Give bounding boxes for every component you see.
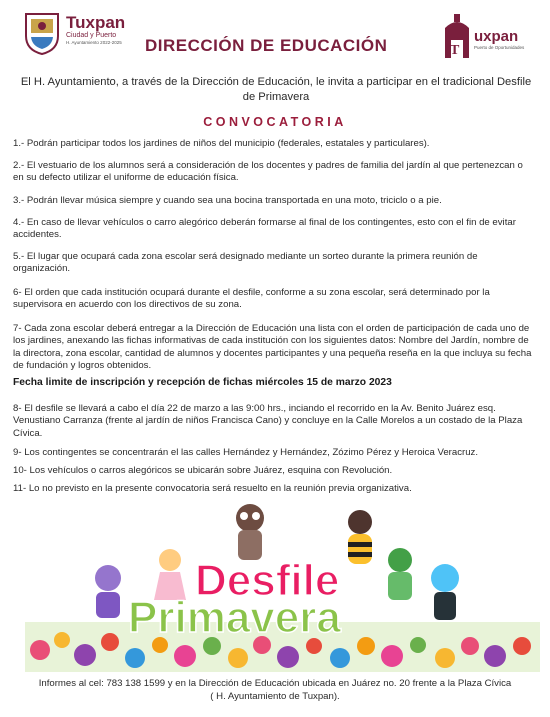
- svg-text:T: T: [450, 43, 460, 58]
- clause-11: 11- Lo no previsto en la presente convocatoria será resuelto en la reunión previa organizativa.: [13, 483, 412, 494]
- clause-10: 10- Los vehículos o carros alegóricos se ubicarán sobre Juárez, esquina con Revolución.: [13, 465, 393, 476]
- intro-text: El H. Ayuntamiento, a través de la Dirección de Educación, le invita a participar en el tradicional Desfile de Primavera: [20, 76, 532, 103]
- section-heading: CONVOCATORIA: [203, 115, 347, 129]
- child-jellyfish-costume: [431, 564, 459, 620]
- right-logo-text: uxpan: [474, 28, 519, 45]
- child-bee-costume: [348, 510, 372, 564]
- page-title: DIRECCIÓN DE EDUCACIÓN: [145, 36, 388, 55]
- brand-tagline: H. Ayuntamiento 2022-2025: [66, 40, 122, 45]
- clause-6: 6- El orden que cada institución ocupará durante el desfile, conforme a su zona escolar, será determinado por la supervisora en acuerdo con los directivos de su zona.: [13, 287, 490, 311]
- brand-name: Tuxpan: [66, 13, 126, 32]
- child-owl-costume: [236, 504, 264, 560]
- footer-contact: Informes al cel: 783 138 1599 y en la Dirección de Educación ubicada en Juárez no. 20 frente a la Plaza Cívica: [38, 678, 512, 689]
- deadline-notice: Fecha limite de inscripción y recepción de fichas miércoles 15 de marzo 2023: [13, 377, 392, 388]
- building-icon: [440, 14, 474, 60]
- clause-3: 3.- Podrán llevar música siempre y cuando sea una bocina transportada en una moto, triciclo o a pie.: [13, 195, 442, 206]
- coat-of-arms-icon: [22, 10, 62, 56]
- footer-org: ( H. Ayuntamiento de Tuxpan).: [210, 691, 340, 702]
- clause-1: 1.- Podrán participar todos los jardines de niños del municipio (federales, estatales y particulares).: [13, 138, 430, 149]
- clause-4: 4.- En caso de llevar vehículos o carro alegórico deberán formarse al final de los contingentes, esto con el fin de evitar accidentes.: [13, 217, 516, 241]
- tuxpan-right-logo: [440, 14, 535, 60]
- child-dinosaur-costume: [388, 548, 412, 600]
- clause-7: 7- Cada zona escolar deberá entregar a la Dirección de Educación una lista con el orden de participación de cada uno de los jardines, anexando las fichas informativas de cada institución con los siguientes datos: Nombre del Jardín, nombre de la directora, zona escolar, cantidad de alumnos y docentes participantes y una pequeña reseña en la que incluya su fecha de fundación y logros obtenidos.: [13, 323, 532, 372]
- child-purple-costume: [95, 565, 121, 618]
- brand-subtitle: Ciudad y Puerto: [66, 32, 117, 39]
- spring-parade-illustration: [0, 500, 550, 675]
- footer: [0, 677, 550, 703]
- clause-9: 9- Los contingentes se concentrarán el las calles Hernández y Hernández, Zózimo Pérez y Heroica Veracruz.: [13, 447, 478, 458]
- clause-2: 2.- El vestuario de los alumnos será a consideración de los docentes y padres de familia del jardín al que pertenezcan o en su defecto utilizar el uniforme de educación física.: [13, 160, 523, 184]
- art-word-primavera: Primavera: [128, 593, 341, 642]
- clause-8: 8- El desfile se llevará a cabo el día 22 de marzo a las 9:00 hrs., inciando el recorrido en la Av. Benito Juárez esq. Venustiano Carranza (frente al jardín de niños Francisca Cano) y concluye en la Calle Morelos a un costado de la Plaza Cívica.: [13, 403, 523, 439]
- tuxpan-logo: [22, 10, 142, 60]
- clause-5: 5.- El lugar que ocupará cada zona escolar será designado mediante un sorteo durante la primera reunión de organización.: [13, 251, 478, 275]
- art-word-desfile: Desfile: [195, 556, 340, 605]
- header: [0, 0, 550, 70]
- right-logo-tagline: Puerto de Oportunidades: [474, 45, 525, 50]
